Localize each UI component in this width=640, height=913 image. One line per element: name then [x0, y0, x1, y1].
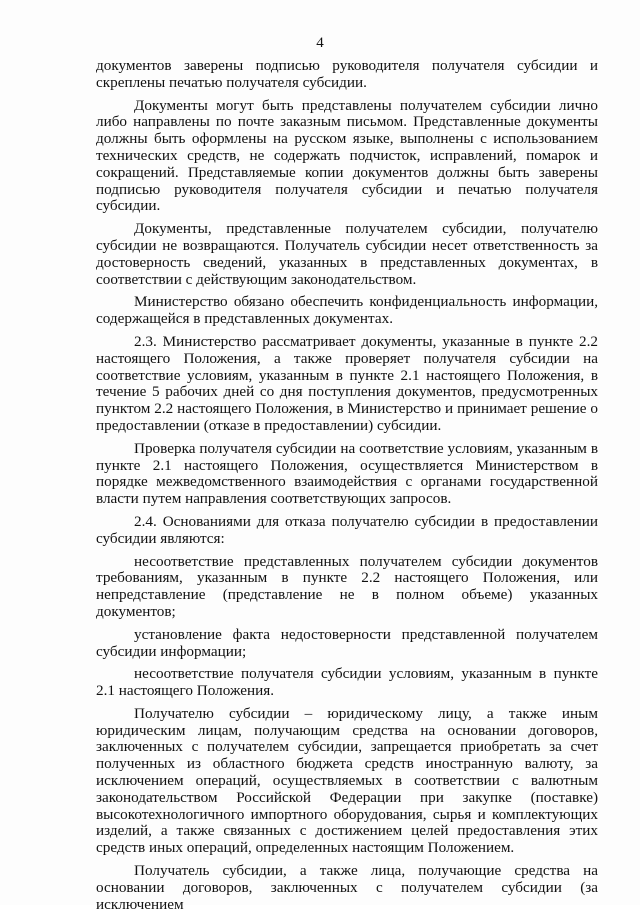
paragraph: Проверка получателя субсидии на соответствие условиям, указанным в пункте 2.1 настоящего Положения, осуществляется Министерством в порядке межведомственного взаимодействия с органами государственной власти путем направления соответствующих запросов.: [96, 439, 598, 508]
document-body: [96, 58, 598, 913]
paragraph: 2.3. Министерство рассматривает документы, указанные в пункте 2.2 настоящего Положения, а также проверяет получателя субсидии на соответствие условиям, указанным в пункте 2.1 настоящего Положения, в течение 5 рабочих дней со дня поступления документов, предусмотренных пунктом 2.2 настоящего Положения, в Министерство и принимает решение о предоставлении (отказе в предоставлении) субсидии.: [96, 332, 598, 434]
paragraph: несоответствие представленных получателем субсидии документов требованиям, указанным в пункте 2.2 настоящего Положения, или непредставление (представление не в полном объеме) указанных документов;: [96, 552, 598, 620]
paragraph: документов заверены подписью руководителя получателя субсидии и скреплены печатью получателя субсидии.: [96, 57, 598, 91]
paragraph: 2.4. Основаниями для отказа получателю субсидии в предоставлении субсидии являются:: [96, 512, 598, 547]
page-number: 4: [316, 35, 324, 51]
paragraph: Министерство обязано обеспечить конфиденциальность информации, содержащейся в представленных документах.: [96, 293, 598, 328]
paragraph: Документы могут быть представлены получателем субсидии лично либо направлены по почте заказным письмом. Представленные документы должны быть оформлены на русском языке, выполнены с использованием технических средств, не содержать подчисток, исправлений, помарок и сокращений. Представляемые копии документов должны быть заверены подписью руководителя получателя субсидии и печатью получателя субсидии.: [96, 96, 598, 215]
paragraph: Получателю субсидии – юридическому лицу, а также иным юридическим лицам, получающим средства на основании договоров, заключенных с получателем субсидии, запрещается приобретать за счет полученных из областного бюджета средств иностранную валюту, за исключением операций, осуществляемых в соответствии с валютным законодательством Российской Федерации при закупке (поставке) высокотехнологичного импортного оборудования, сырья и комплектующих изделий, а также связанных с достижением целей предоставления этих средств иных операций, определенных настоящим Положением.: [96, 704, 598, 857]
paragraph: несоответствие получателя субсидии условиям, указанным в пункте 2.1 настоящего Положения.: [96, 665, 598, 700]
paragraph: Документы, представленные получателем субсидии, получателю субсидии не возвращаются. Получатель субсидии несет ответственность за достоверность сведений, указанных в представленных документах, в соответствии с действующим законодательством.: [96, 220, 598, 288]
paragraph: установление факта недостоверности представленной получателем субсидии информации;: [96, 625, 598, 660]
paragraph: Получатель субсидии, а также лица, получающие средства на основании договоров, заключенных с получателем субсидии (за исключением: [96, 862, 598, 913]
